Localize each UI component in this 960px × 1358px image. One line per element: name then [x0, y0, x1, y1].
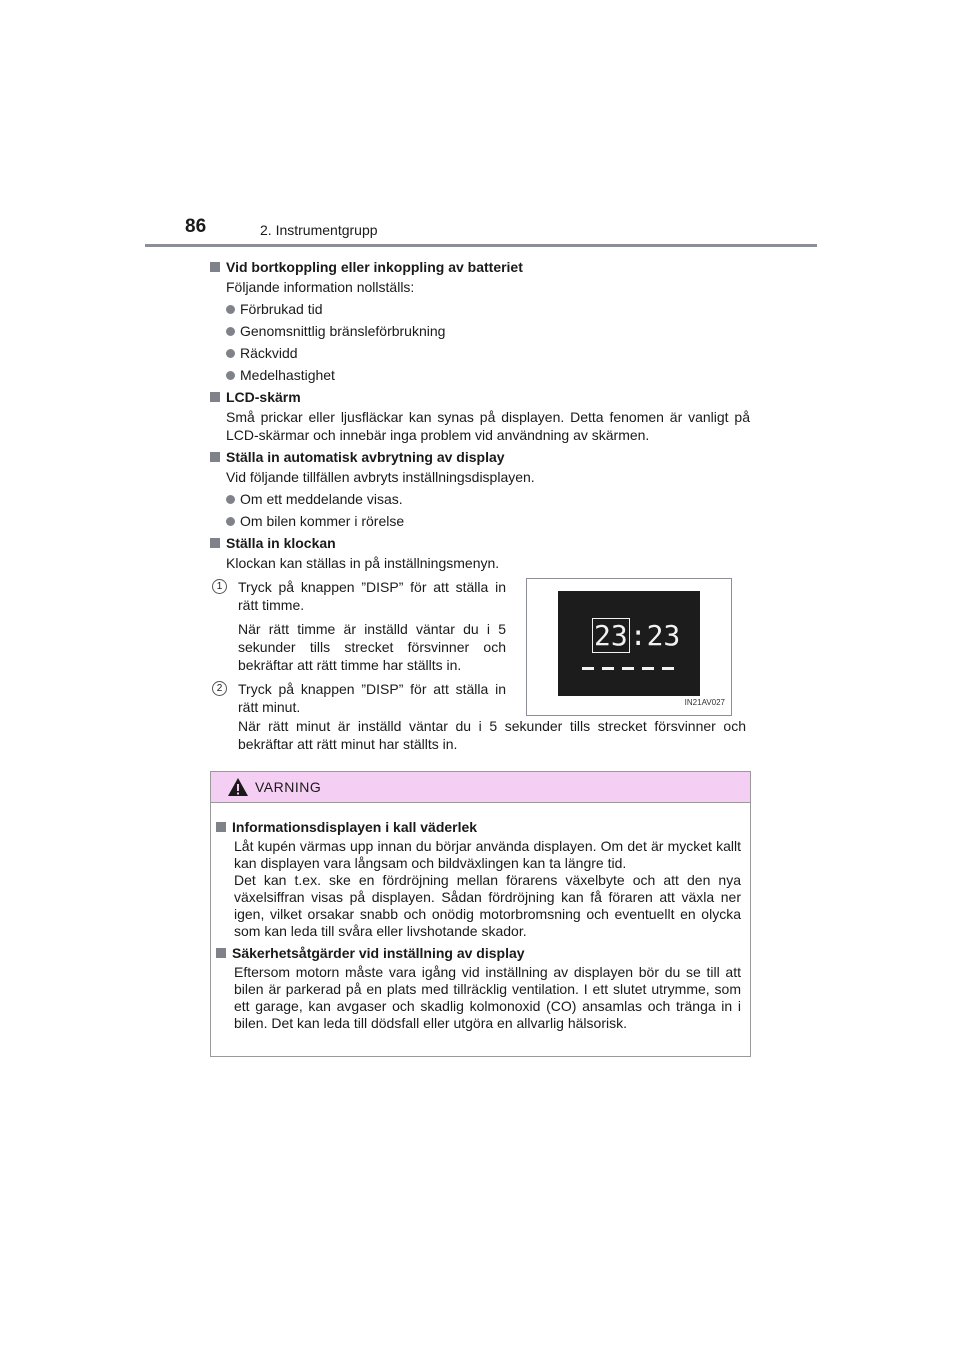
- list-item-text: Förbrukad tid: [240, 301, 323, 317]
- square-bullet-icon: [216, 948, 226, 958]
- list-item: [226, 300, 750, 318]
- warning-label: VARNING: [255, 779, 322, 795]
- heading-text: Ställa in automatisk avbrytning av display: [226, 449, 505, 465]
- step-note: När rätt minut är inställd väntar du i 5 sekunder tills strecket försvinner och bekräftar att rätt minut har ställts in.: [238, 718, 746, 752]
- step-2: [216, 680, 506, 716]
- paragraph: Klockan kan ställas in på inställningsmenyn.: [226, 555, 500, 571]
- main-content: [210, 254, 750, 753]
- section-title: 2. Instrumentgrupp: [260, 222, 378, 238]
- step-note: När rätt timme är inställd väntar du i 5 sekunder tills strecket försvinner och bekräftar att rätt timme har ställts in.: [238, 621, 506, 673]
- clock-figure: [526, 578, 732, 716]
- figure-code: IN21AV027: [684, 698, 725, 707]
- clock-display: [558, 591, 700, 696]
- warning-header: [211, 772, 750, 803]
- bullet-dot-icon: [226, 305, 235, 314]
- heading-auto-cancel: [210, 448, 750, 466]
- page-number: 86: [185, 216, 207, 237]
- bullet-dot-icon: [226, 517, 235, 526]
- bullet-dot-icon: [226, 349, 235, 358]
- paragraph: Eftersom motorn måste vara igång vid inställning av displayen bör du se till att bilen är parkerad på en plats med tillräcklig ventilation. I ett slutet utrymme, som ett garage, kan avgaser och skadlig kolmonoxid (CO) ansamlas och tränga in i bilen. Det kan leda till dödsfall eller utgöra en allvarlig hälsorisk.: [234, 964, 741, 1031]
- clock-steps: [210, 578, 750, 753]
- list-item-text: Räckvidd: [240, 345, 298, 361]
- list-item: [226, 322, 750, 340]
- square-bullet-icon: [210, 262, 220, 272]
- list-item-text: Om bilen kommer i rörelse: [240, 513, 405, 529]
- list-item: [226, 344, 750, 362]
- warning-triangle-icon: [227, 777, 249, 797]
- warning-box: [210, 771, 751, 1057]
- square-bullet-icon: [210, 452, 220, 462]
- paragraph: Vid följande tillfällen avbryts inställningsdisplayen.: [226, 469, 535, 485]
- list-item-text: Genomsnittlig bränsleförbrukning: [240, 323, 446, 339]
- paragraph: Det kan t.ex. ske en fördröjning mellan förarens växelbyte och att den nya växelsiffran visas på displayen. Sådan fördröjning kan få föraren att växla ner igen, vilket orsakar snabb och onödig motorbromsning och eventuellt en olycka som kan leda till svåra eller livshotande skador.: [234, 872, 741, 939]
- step-text: Tryck på knappen ”DISP” för att ställa in rätt timme.: [238, 579, 506, 613]
- bullet-dot-icon: [226, 327, 235, 336]
- square-bullet-icon: [210, 538, 220, 548]
- list-item: [226, 490, 750, 508]
- list-item-text: Om ett meddelande visas.: [240, 491, 403, 507]
- bullet-dot-icon: [226, 371, 235, 380]
- bullet-dot-icon: [226, 495, 235, 504]
- step-text: Tryck på knappen ”DISP” för att ställa in rätt minut.: [238, 681, 506, 715]
- paragraph: Små prickar eller ljusfläckar kan synas på displayen. Detta fenomen är vanligt på LCD-skärmar och innebär inga problem vid användning av skärmen.: [226, 409, 750, 443]
- clock-readout: [592, 619, 681, 652]
- heading-text: Ställa in klockan: [226, 535, 336, 551]
- warning-body: [211, 803, 750, 1032]
- list-item: [226, 512, 750, 530]
- paragraph: Låt kupén värmas upp innan du börjar använda displayen. Om det är mycket kallt kan displayen vara långsam och bildväxlingen kan ta längre tid.: [234, 838, 741, 871]
- square-bullet-icon: [210, 392, 220, 402]
- heading-clock: [210, 534, 750, 552]
- list-item: [226, 366, 750, 384]
- step-number: 1: [212, 579, 227, 594]
- heading-lcd: [210, 388, 750, 406]
- clock-hours: 23: [594, 619, 628, 652]
- step-number: 2: [212, 681, 227, 696]
- heading-text: Informationsdisplayen i kall väderlek: [232, 819, 478, 835]
- square-bullet-icon: [216, 822, 226, 832]
- step-1: [216, 578, 506, 614]
- warning-heading-cold: [216, 819, 741, 836]
- list-item-text: Medelhastighet: [240, 367, 335, 383]
- paragraph: Följande information nollställs:: [226, 279, 415, 295]
- header-rule: [145, 244, 817, 247]
- setting-dashes: [582, 667, 676, 670]
- heading-battery: [210, 258, 750, 276]
- clock-separator: :: [629, 619, 647, 652]
- heading-text: Säkerhetsåtgärder vid inställning av display: [232, 945, 525, 961]
- warning-heading-safety: [216, 945, 741, 962]
- clock-minutes: 23: [646, 619, 681, 652]
- heading-text: LCD-skärm: [226, 389, 301, 405]
- heading-text: Vid bortkoppling eller inkoppling av batteriet: [226, 259, 523, 275]
